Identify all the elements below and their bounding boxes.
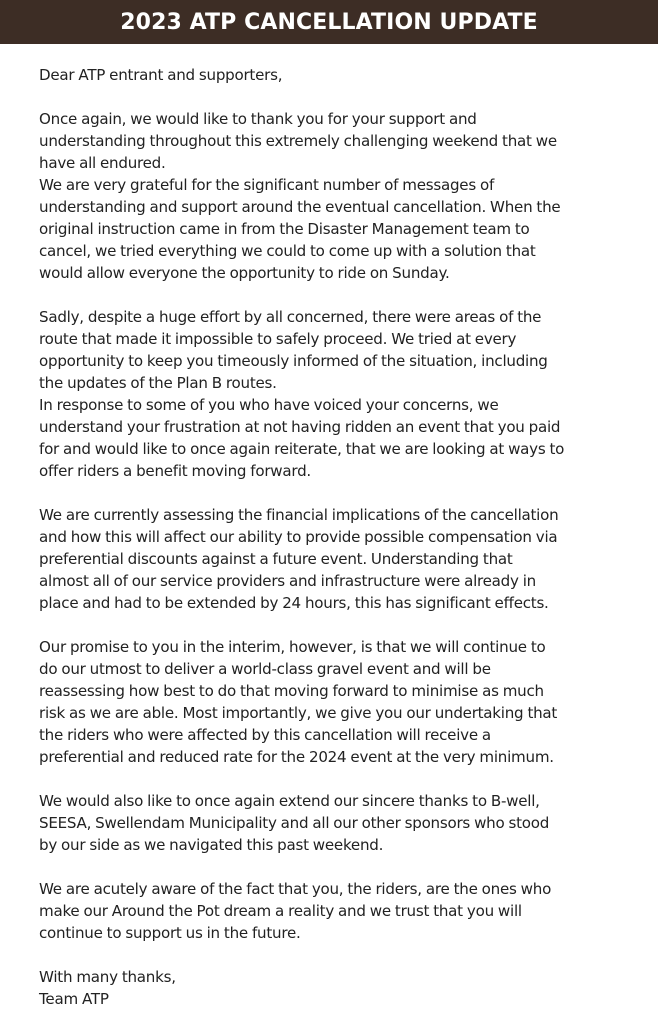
paragraph-line: make our Around the Pot dream a reality and we trust that you will (39, 902, 522, 920)
paragraph (39, 504, 630, 614)
paragraph-line: We are acutely aware of the fact that you, the riders, are the ones who (39, 880, 552, 898)
paragraph (39, 790, 630, 856)
greeting (39, 64, 630, 86)
paragraph-line: Our promise to you in the interim, however, is that we will continue to (39, 638, 546, 656)
closing-line: With many thanks, (39, 968, 176, 986)
greeting-line: Dear ATP entrant and supporters, (39, 66, 283, 84)
paragraph (39, 108, 630, 284)
paragraph-line: understanding and support around the eventual cancellation. When the (39, 198, 561, 216)
page-header (0, 0, 658, 44)
paragraph (39, 306, 630, 482)
letter-paragraphs (39, 108, 630, 944)
paragraph-line: the updates of the Plan B routes. (39, 374, 277, 392)
paragraph-line: understanding throughout this extremely challenging weekend that we (39, 132, 557, 150)
paragraph-line: We would also like to once again extend our sincere thanks to B-well, (39, 792, 540, 810)
paragraph (39, 878, 630, 944)
signature-line: Team ATP (39, 990, 109, 1008)
paragraph-line: Sadly, despite a huge effort by all concerned, there were areas of the (39, 308, 542, 326)
paragraph-line: almost all of our service providers and infrastructure were already in (39, 572, 536, 590)
paragraph-line: original instruction came in from the Disaster Management team to (39, 220, 530, 238)
paragraph-line: and how this will affect our ability to provide possible compensation via (39, 528, 558, 546)
paragraph-line: opportunity to keep you timeously informed of the situation, including (39, 352, 548, 370)
paragraph-line: We are currently assessing the financial implications of the cancellation (39, 506, 559, 524)
sign-off (39, 966, 630, 1010)
paragraph (39, 636, 630, 768)
paragraph-line: offer riders a benefit moving forward. (39, 462, 311, 480)
paragraph-line: have all endured. (39, 154, 166, 172)
paragraph-line: continue to support us in the future. (39, 924, 301, 942)
letter-body (0, 44, 658, 1010)
paragraph-line: do our utmost to deliver a world-class gravel event and will be (39, 660, 491, 678)
paragraph-line: We are very grateful for the significant number of messages of (39, 176, 495, 194)
paragraph-line: preferential and reduced rate for the 2024 event at the very minimum. (39, 748, 554, 766)
paragraph-line: by our side as we navigated this past weekend. (39, 836, 384, 854)
paragraph-line: risk as we are able. Most importantly, we give you our undertaking that (39, 704, 558, 722)
paragraph-line: the riders who were affected by this cancellation will receive a (39, 726, 491, 744)
paragraph-line: Once again, we would like to thank you for your support and (39, 110, 477, 128)
paragraph-line: for and would like to once again reiterate, that we are looking at ways to (39, 440, 565, 458)
paragraph-line: would allow everyone the opportunity to ride on Sunday. (39, 264, 450, 282)
paragraph-line: understand your frustration at not having ridden an event that you paid (39, 418, 561, 436)
paragraph-line: preferential discounts against a future event. Understanding that (39, 550, 513, 568)
paragraph-line: place and had to be extended by 24 hours, this has significant effects. (39, 594, 549, 612)
paragraph-line: reassessing how best to do that moving forward to minimise as much (39, 682, 544, 700)
paragraph-line: SEESA, Swellendam Municipality and all our other sponsors who stood (39, 814, 550, 832)
paragraph-line: cancel, we tried everything we could to come up with a solution that (39, 242, 536, 260)
paragraph-line: route that made it impossible to safely proceed. We tried at every (39, 330, 517, 348)
paragraph-line: In response to some of you who have voiced your concerns, we (39, 396, 499, 414)
page-title: 2023 ATP CANCELLATION UPDATE (120, 9, 538, 35)
